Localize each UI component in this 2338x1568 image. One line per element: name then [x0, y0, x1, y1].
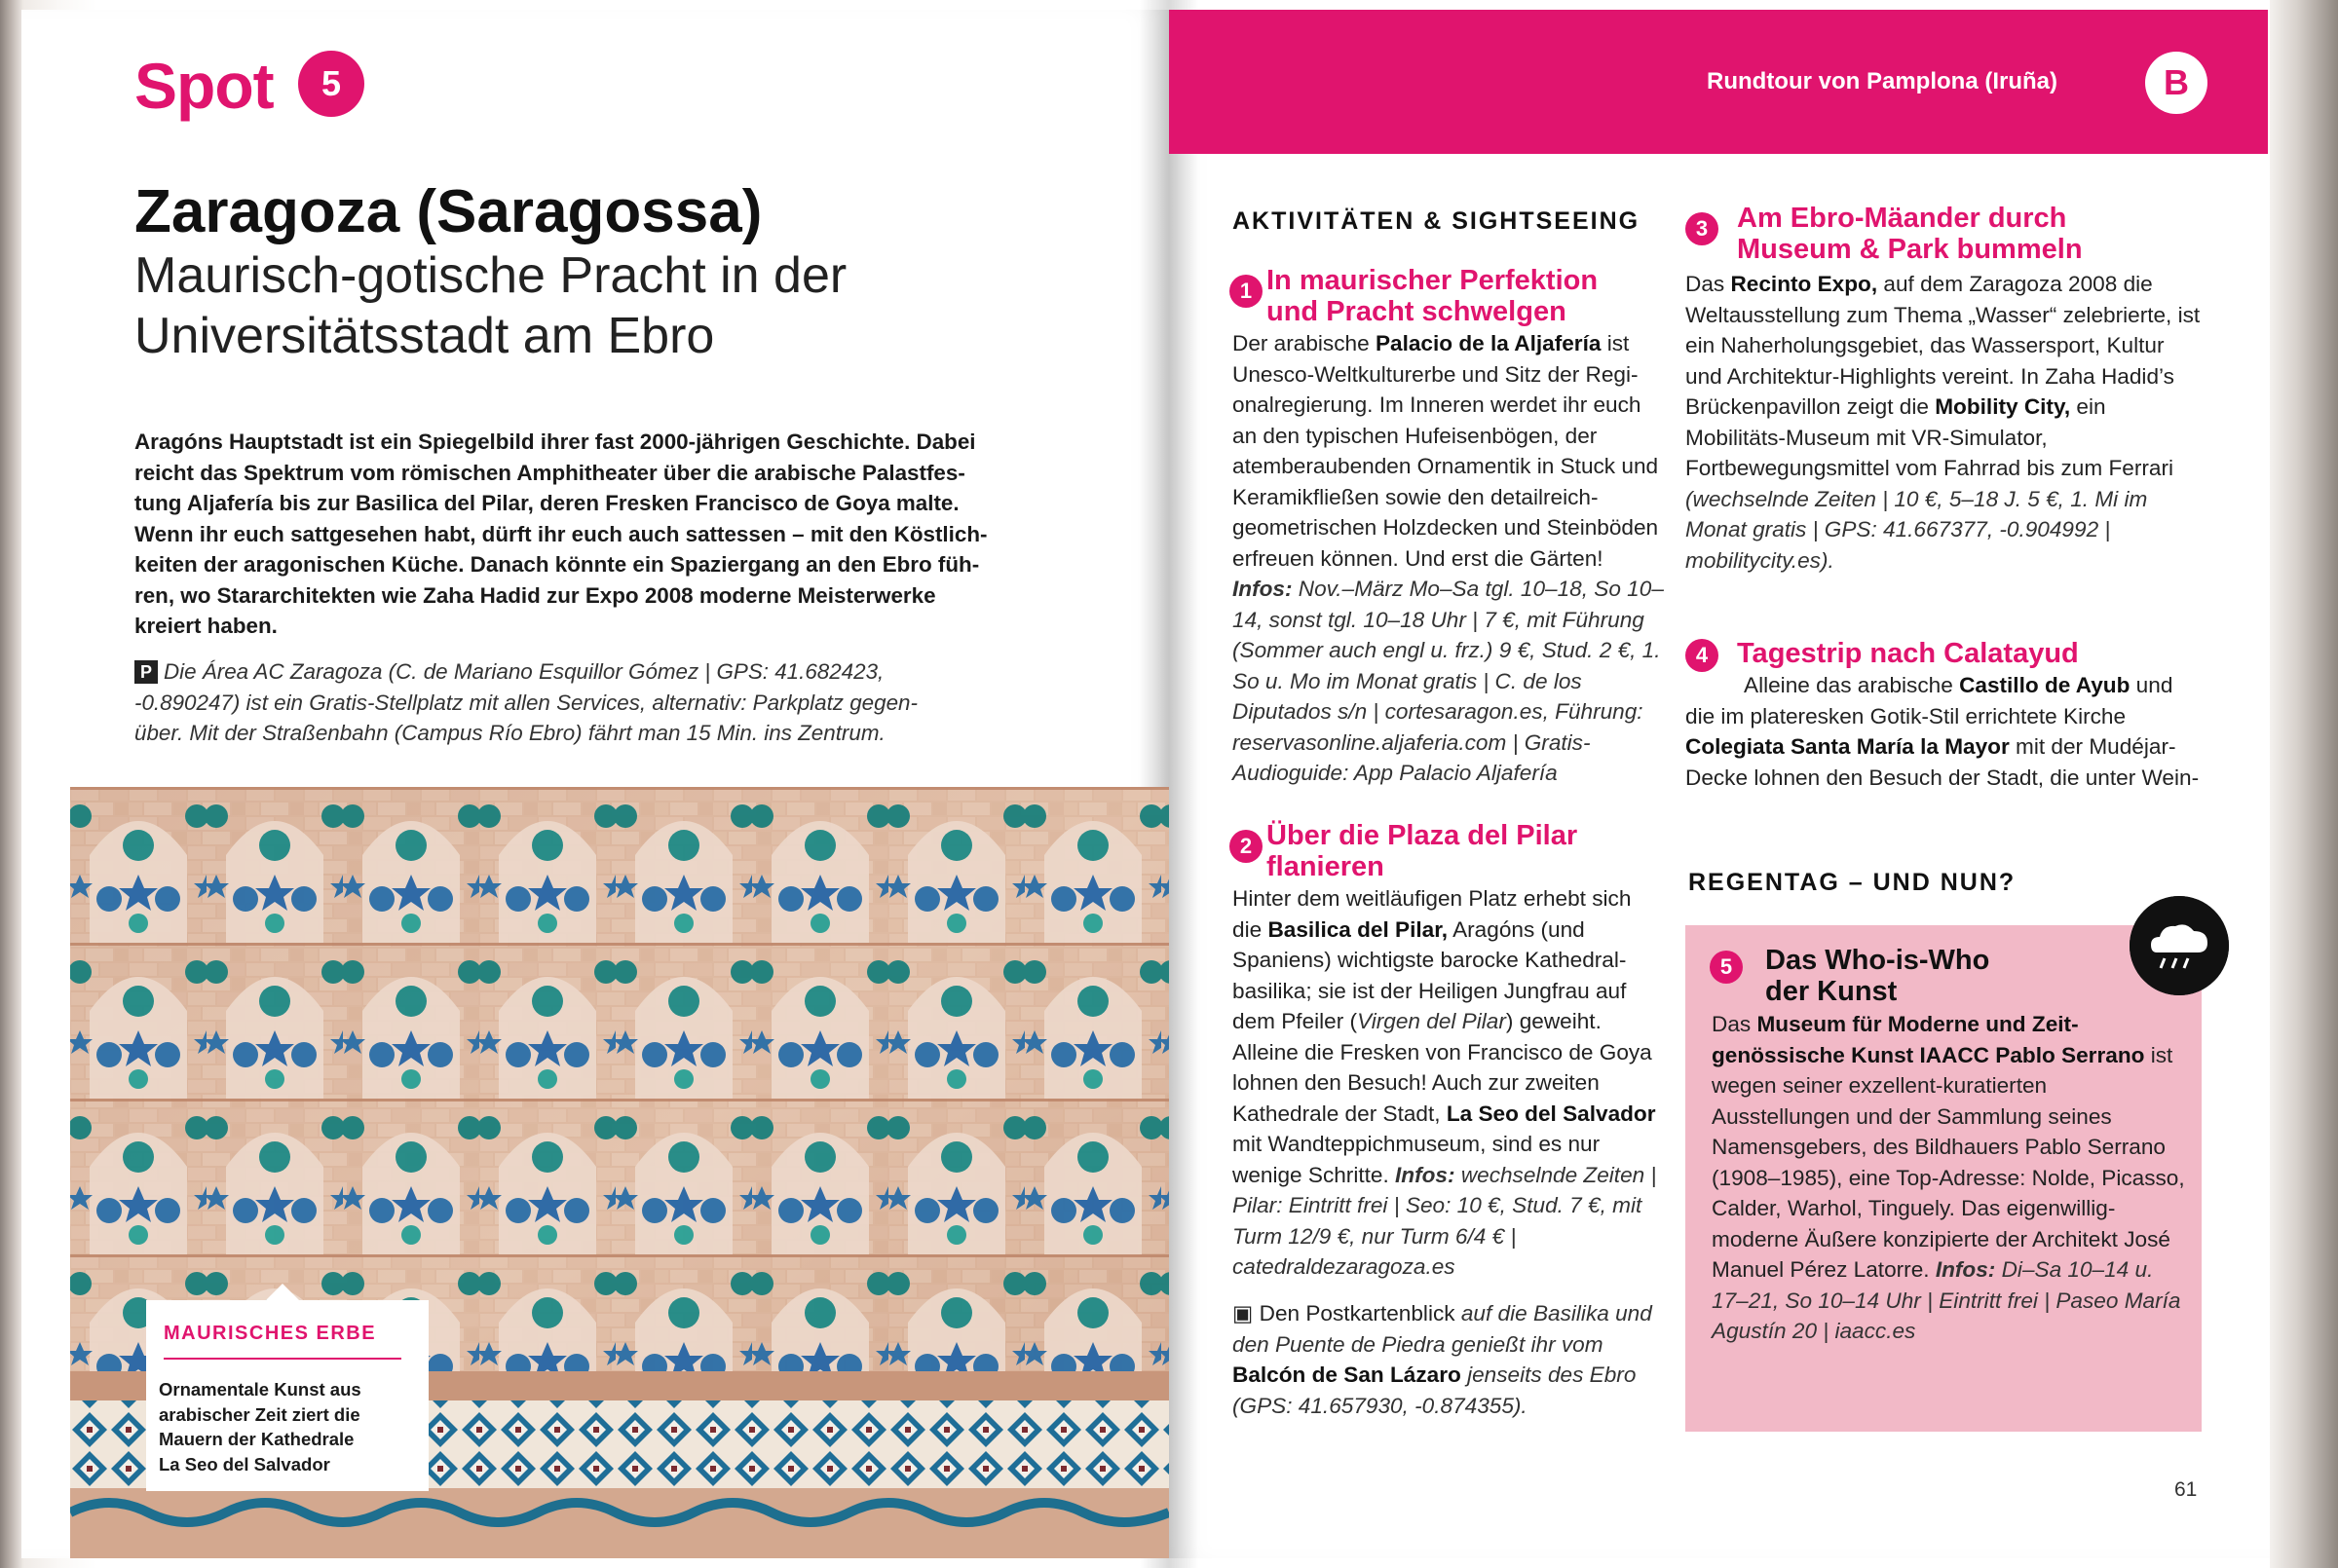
- parking-info: [134, 656, 1099, 749]
- intro-line: reicht das Spektrum vom römischen Amphitheater über die arabische Palastfes-: [134, 460, 965, 485]
- item-title: [1737, 638, 2205, 669]
- item-title-line: flanieren: [1266, 851, 1384, 882]
- intro-line: kreiert haben.: [134, 614, 278, 638]
- caption-line: arabischer Zeit ziert die: [159, 1403, 360, 1425]
- intro-line: Aragóns Hauptstadt ist ein Spiegelbild ihrer fast 2000-jährigen Geschichte. Dabei: [134, 429, 976, 454]
- item-title-line: Über die Plaza del Pilar: [1266, 820, 1578, 851]
- activities-heading: AKTIVITÄTEN & SIGHTSEEING: [1232, 207, 1640, 235]
- book-edge-right: [2270, 0, 2338, 1568]
- intro-paragraph: [134, 427, 1099, 642]
- item-body: Das Museum für Moderne und Zeitgenössische Kunst IAACC Pablo Serrano ist wegen seiner exzellent-kuratierten Ausstellungen und der Sammlung seines Namensgebers, des Bildhauers Pablo Serrano (1908–1985), eine Top-Adresse: Nolde, Picasso, Calder, Warhol, Tinguely. Das eigenwillig-moderne Äußere konzipierte der Architekt José Manuel Pérez Latorre. Infos: Di–Sa 10–14 u. 17–21, So 10–14 Uhr | Eintritt frei | Paseo María Agustín 20 | iaacc.es: [1712, 1012, 2185, 1343]
- intro-line: tung Aljafería bis zur Basilica del Pilar, deren Fresken Francisco de Goya malte.: [134, 491, 960, 515]
- caption-line: La Seo del Salvador: [159, 1453, 330, 1475]
- item-number-badge: 2: [1229, 830, 1263, 863]
- item-title-line: Das Who-is-Who: [1765, 945, 1990, 976]
- intro-line: Wenn ihr euch sattgesehen habt, dürft ihr euch auch sattessen – mit den Köstlich-: [134, 521, 988, 546]
- item-title-line: Am Ebro-Mäander durch: [1737, 203, 2067, 234]
- item-title-line: der Kunst: [1765, 976, 1898, 1007]
- spot-number-badge: 5: [298, 51, 364, 117]
- item-number-badge: 5: [1710, 951, 1743, 984]
- item-number-badge: 1: [1229, 275, 1263, 308]
- parking-text: Die Área AC Zaragoza (C. de Mariano Esquillor Gómez | GPS: 41.682423,: [164, 659, 885, 684]
- chapter-badge: B: [2145, 52, 2207, 114]
- caption-title: MAURISCHES ERBE: [164, 1323, 377, 1344]
- item-body: Der arabische Palacio de la Aljafería ist Unesco-Weltkulturerbe und Sitz der Regionalregierung. Im Inneren werdet ihr euch an den typischen Hufeisenbögen, der atemberaubenden Ornamentik in Stuck und Keramikfließen sowie den detailreich-geometrischen Holzdecken und Steinböden erfreuen können. Und erst die Gärten! Infos: Nov.–März Mo–Sa tgl. 10–18, So 10–14, sonst tgl. 10–18 Uhr | 7 €, mit Führung (Sommer auch engl u. frz.) 9 €, Stud. 2 €, 1. So u. Mo im Monat gratis | C. de los Diputados s/n | cortesaragon.es, Führung: reservasonline.aljaferia.com | Gratis-Audioguide: App Palacio Aljafería: [1232, 331, 1664, 785]
- item-number-badge: 3: [1685, 212, 1718, 245]
- page-title: Zaragoza (Saragossa): [134, 178, 763, 245]
- parking-line: -0.890247) ist ein Gratis-Stellplatz mit allen Services, alternativ: Parkplatz gegen-: [134, 690, 918, 715]
- parking-line: über. Mit der Straßenbahn (Campus Río Ebro) fährt man 15 Min. ins Zentrum.: [134, 721, 886, 745]
- intro-line: ren, wo Stararchitekten wie Zaha Hadid zur Expo 2008 moderne Meisterwerke: [134, 582, 936, 608]
- item-body: Alleine das arabische Castillo de Ayub und die im plateresken Gotik-Stil errichtete Kirche Colegiata Santa María la Mayor mit der Mudéjar-Decke lohnen den Besuch der Stadt, die unter Wein-: [1685, 673, 2200, 790]
- item-title: [1266, 265, 1695, 327]
- parking-line: [134, 656, 1099, 688]
- item-body: Hinter dem weitläufigen Platz erhebt sich die Basilica del Pilar, Aragóns (und Spaniens) wichtigste barocke Kathedralbasilika; sie ist der Heiligen Jungfrau auf dem Pfeiler (Virgen del Pilar) geweiht. Alleine die Fresken von Francisco de Goya lohnen den Besuch! Auch zur zweiten Kathedrale der Stadt, La Seo del Salvador mit Wandteppichmuseum, sind es nur wenige Schritte. Infos: wechselnde Zeiten | Pilar: Eintritt frei | Seo: 10 €, Stud. 7 €, mit Turm 12/9 €, nur Turm 6/4 € | catedraldezaragoza.es: [1232, 886, 1657, 1279]
- caption-pointer: [265, 1284, 300, 1301]
- subtitle-line: Universitätsstadt am Ebro: [134, 308, 715, 364]
- item-title-line: In maurischer Perfektion: [1266, 265, 1599, 296]
- spot-label: Spot: [134, 50, 274, 122]
- chapter-title: Rundtour von Pamplona (Iruña): [1707, 68, 2057, 94]
- item-title-line: und Pracht schwelgen: [1266, 296, 1566, 327]
- caption-line: Mauern der Kathedrale: [159, 1429, 355, 1449]
- page-number: 61: [2174, 1478, 2198, 1501]
- item-title: [1737, 203, 2205, 265]
- parking-icon: P: [134, 660, 158, 684]
- item-title-line: Museum & Park bummeln: [1737, 234, 2083, 265]
- item-title: [1765, 945, 2174, 1007]
- intro-line: keiten der aragonischen Küche. Danach könnte ein Spaziergang an den Ebro füh-: [134, 552, 980, 577]
- rainy-day-heading: REGENTAG – UND NUN?: [1688, 869, 2017, 896]
- subtitle-line: Maurisch-gotische Pracht in der: [134, 247, 848, 304]
- item-body: Das Recinto Expo, auf dem Zaragoza 2008 die Weltausstellung zum Thema „Wasser“ zelebrierte, ist ein Naherholungsgebiet, das Wassersport, Kultur und Architektur-Highlights vereint. In Zaha Hadid’s Brückenpavillon zeigt die Mobility City, ein Mobilitäts-Museum mit VR-Simulator, Fortbewegungsmittel vom Fahrrad bis zum Ferrari (wechselnde Zeiten | 10 €, 5–18 J. 5 €, 1. Mi im Monat gratis | GPS: 41.667377, -0.904992 | mobilitycity.es).: [1685, 272, 2201, 573]
- item-number-badge: 4: [1685, 639, 1718, 672]
- item-title: [1266, 820, 1695, 882]
- caption-divider: [164, 1358, 401, 1360]
- page-subtitle: [134, 245, 1109, 366]
- camera-icon: ▣: [1232, 1301, 1254, 1325]
- item-title-line: Tagestrip nach Calatayud: [1737, 638, 2079, 669]
- photo-tip: ▣ Den Postkartenblick auf die Basilika und den Puente de Piedra genießt ihr vom Balcón de San Lázaro jenseits des Ebro (GPS: 41.657930, -0.874355).: [1232, 1301, 1652, 1418]
- caption-text: [159, 1377, 414, 1476]
- caption-line: Ornamentale Kunst aus: [159, 1379, 361, 1400]
